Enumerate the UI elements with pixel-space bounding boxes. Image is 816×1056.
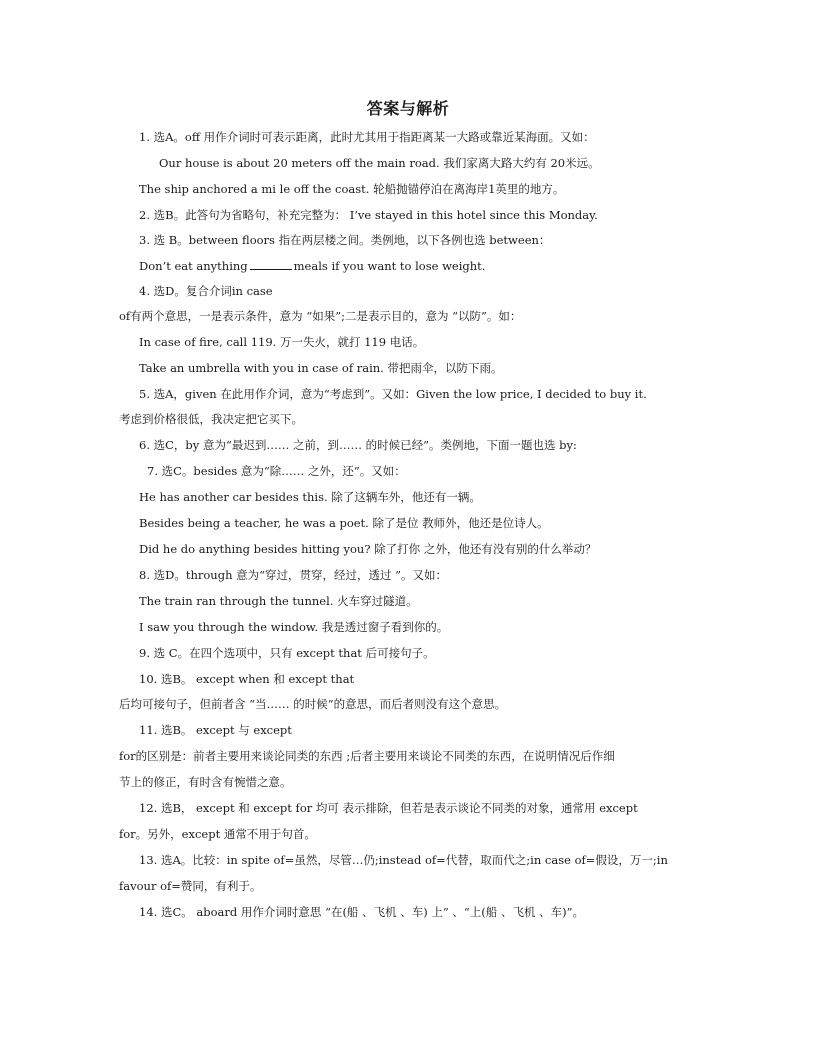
- continued-line: 节上的修正，有时含有惋惜之意。: [119, 775, 292, 789]
- answer-line: 8. 选D。through 意为“穿过，贯穿，经过，透过 ”。又如：: [139, 568, 448, 582]
- example-line: In case of fire, call 119. 万一失火，就打 119 电话。: [139, 335, 425, 349]
- answer-line: 5. 选A，given 在此用作介词，意为“考虑到”。又如：Given the low price, I decided to buy it.: [139, 387, 647, 401]
- answer-line: 13. 选A。比较：in spite of=虽然，尽管…仍;instead of=代替，取而代之;in case of=假设，万一;in: [139, 853, 668, 867]
- answer-line: 7. 选C。besides 意为“除…… 之外，还”。又如：: [147, 464, 406, 478]
- answer-line: 4. 选D。复合介词in case: [139, 284, 273, 298]
- answer-line: 1. 选A。off 用作介词时可表示距离，此时尤其用于指距离某一大路或靠近某海面。又如：: [139, 130, 595, 144]
- example-line: Besides being a teacher, he was a poet. 除了是位 教师外，他还是位诗人。: [139, 516, 549, 530]
- continued-line: for。另外，except 通常不用于句首。: [119, 827, 316, 841]
- example-line: I saw you through the window. 我是透过窗子看到你的。: [139, 620, 449, 634]
- answer-line: 3. 选 B。between floors 指在两层楼之间。类例地，以下各例也选 between：: [139, 233, 551, 247]
- answer-line: 14. 选C。 aboard 用作介词时意思 “在(船 、飞机 、车) 上” 、“上(船 、飞机 、车)”。: [139, 905, 584, 919]
- example-line-with-blank: [139, 258, 485, 274]
- continued-line: 后均可接句子，但前者含 “当…… 的时候”的意思，而后者则没有这个意思。: [119, 697, 507, 711]
- continued-line: of有两个意思，一是表示条件，意为 “如果”;二是表示目的，意为 “以防”。如：: [119, 309, 522, 323]
- example-text-after-blank: meals if you want to lose weight.: [293, 259, 486, 273]
- fill-in-blank: [250, 259, 292, 270]
- example-line: He has another car besides this. 除了这辆车外，他还有一辆。: [139, 490, 481, 504]
- answer-line: 11. 选B。 except 与 except: [139, 723, 292, 737]
- example-text-before-blank: Don’t eat anything: [139, 259, 248, 273]
- page-title: 答案与解析: [366, 99, 450, 118]
- example-line: The train ran through the tunnel. 火车穿过隧道。: [139, 594, 418, 608]
- answer-line: 12. 选B， except 和 except for 均可 表示排除，但若是表示谈论不同类的对象，通常用 except: [139, 801, 638, 815]
- answer-line: 6. 选C，by 意为“最迟到…… 之前，到…… 的时候已经”。类例地，下面一题也选 by:: [139, 438, 577, 452]
- answer-line: 9. 选 C。在四个选项中，只有 except that 后可接句子。: [139, 646, 435, 660]
- example-line: Take an umbrella with you in case of rain. 带把雨伞，以防下雨。: [139, 361, 503, 375]
- continued-line: for的区别是：前者主要用来谈论同类的东西 ;后者主要用来谈论不同类的东西，在说明情况后作细: [119, 749, 615, 763]
- example-line: Did he do anything besides hitting you? 除了打你 之外，他还有没有别的什么举动？: [139, 542, 597, 556]
- example-line: Our house is about 20 meters off the main road. 我们家离大路大约有 20米远。: [159, 156, 600, 170]
- continued-line: favour of=赞同，有利于。: [119, 879, 262, 893]
- continued-line: 考虑到价格很低，我决定把它买下。: [119, 412, 303, 426]
- answer-line: 2. 选B。此答句为省略句，补充完整为： I’ve stayed in this hotel since this Monday.: [139, 208, 598, 222]
- answer-line: 10. 选B。 except when 和 except that: [139, 672, 355, 686]
- example-line: The ship anchored a mi le off the coast. 轮船抛锚停泊在离海岸1英里的地方。: [139, 182, 565, 196]
